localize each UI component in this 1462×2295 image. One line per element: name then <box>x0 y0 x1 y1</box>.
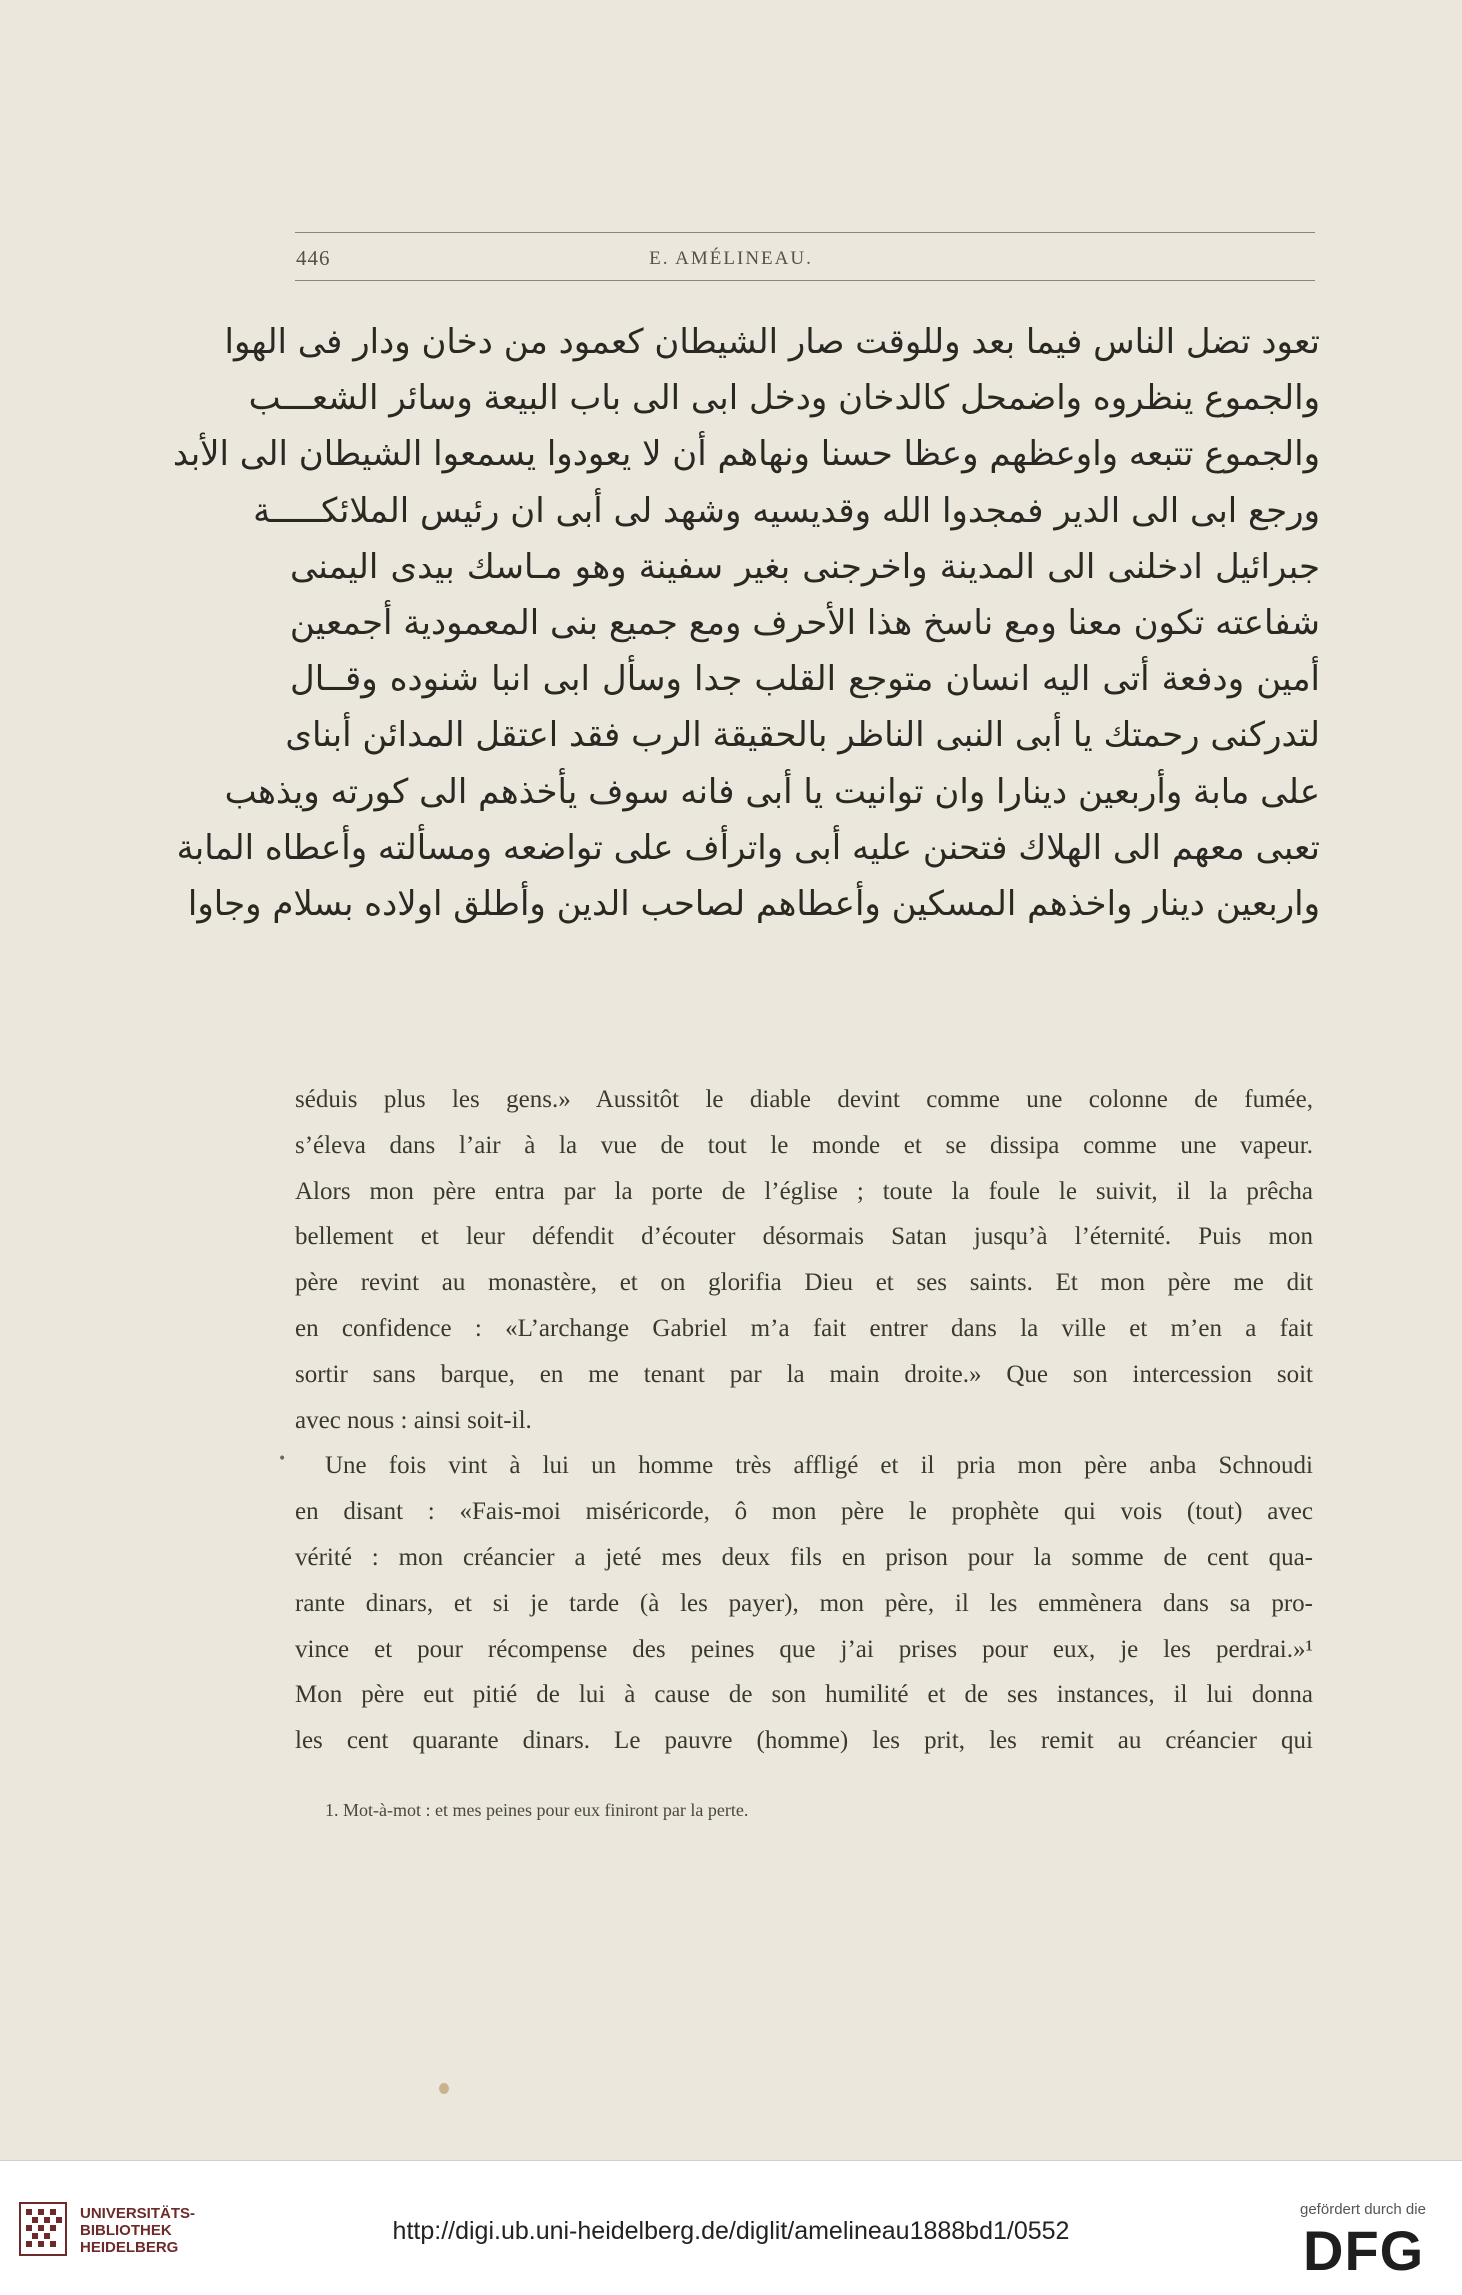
viewer-footer <box>0 2160 1462 2295</box>
library-name: UNIVERSITÄTS- BIBLIOTHEK HEIDELBERG <box>80 2205 196 2256</box>
french-line: séduis plus les gens.» Aussitôt le diable devint comme une colonne de fumée, <box>295 1086 1313 1113</box>
arabic-line: على مابة وأربعين دينارا وان توانيت يا أبى فانه سوف يأخذهم الى كورته ويذهب <box>224 771 1320 812</box>
french-line: rante dinars, et si je tarde (à les payer), mon père, il les emmènera dans sa pro- <box>295 1589 1313 1617</box>
header-rule <box>295 280 1315 281</box>
arabic-line: ورجع ابى الى الدير فمجدوا الله وقديسيه وشهد لى أبى ان رئيس الملائكـــــة <box>253 490 1320 531</box>
french-line: vérité : mon créancier a jeté mes deux fils en prison pour la somme de cent qua- <box>295 1543 1313 1571</box>
french-line: bellement et leur défendit d’écouter désormais Satan jusqu’à l’éternité. Puis mon <box>295 1223 1313 1251</box>
funding-label: gefördert durch die <box>1300 2201 1426 2218</box>
arabic-line: واربعين دينار واخذهم المسكين وأعطاهم لصاحب الدين وأطلق اولاده بسلام وجاوا <box>187 883 1320 924</box>
french-line: Une fois vint à lui un homme très affligé et il pria mon père anba Schnoudi <box>325 1452 1313 1480</box>
arabic-line: شفاعته تكون معنا ومع ناسخ هذا الأحرف ومع جميع بنى المعمودية أجمعين <box>289 602 1320 643</box>
french-line: avec nous : ainsi soit-il. <box>295 1406 532 1434</box>
french-line: Alors mon père entra par la porte de l’église ; toute la foule le suivit, il la prêcha <box>295 1177 1313 1205</box>
arabic-line: والجموع تتبعه واوعظهم وعظا حسنا ونهاهم أن لا يعودوا يسمعوا الشيطان الى الأبد <box>172 434 1320 475</box>
arabic-line: جبرائيل ادخلنى الى المدينة واخرجنى بغير سفينة وهو مـاسك بيدى اليمنى <box>290 546 1320 587</box>
arabic-line: أمين ودفعة أتى اليه انسان متوجع القلب جدا وسأل ابى انبا شنوده وقــال <box>290 659 1320 700</box>
arabic-text-block <box>172 314 1320 932</box>
margin-mark: • <box>278 1451 287 1467</box>
top-rule <box>295 232 1315 233</box>
paper-stain <box>439 2083 449 2094</box>
french-line: vince et pour récompense des peines que j’ai prises pour eux, je les perdrai.»¹ <box>295 1635 1313 1663</box>
french-line: en disant : «Fais-moi miséricorde, ô mon père le prophète qui vois (tout) avec <box>295 1498 1313 1526</box>
permalink-url[interactable]: http://digi.ub.uni-heidelberg.de/diglit/amelineau1888bd1/0552 <box>392 2217 1070 2245</box>
dfg-logo: DFG <box>1303 2219 1425 2282</box>
arabic-line: والجموع ينظروه واضمحل كالدخان ودخل ابى الى باب البيعة وسائر الشعـــب <box>248 378 1320 419</box>
french-line: les cent quarante dinars. Le pauvre (homme) les prit, les remit au créancier qui <box>295 1727 1313 1755</box>
french-line: s’éleva dans l’air à la vue de tout le monde et se dissipa comme une vapeur. <box>295 1131 1313 1159</box>
french-translation-block <box>295 1077 1313 1764</box>
arabic-line: تعبى معهم الى الهلاك فتحنن عليه أبى واترأف على تواضعه ومسألته وأعطاه المابة <box>176 827 1320 868</box>
arabic-line: لتدركنى رحمتك يا أبى النبى الناظر بالحقيقة الرب فقد اعتقل المدائن أبناى <box>285 715 1320 756</box>
french-line: en confidence : «L’archange Gabriel m’a fait entrer dans la ville et m’en a fait <box>295 1314 1313 1342</box>
footnote: 1. Mot-à-mot : et mes peines pour eux finiront par la perte. <box>325 1800 749 1820</box>
french-line: sortir sans barque, en me tenant par la main droite.» Que son intercession soit <box>295 1360 1313 1388</box>
running-head: E. AMÉLINEAU. <box>649 248 813 269</box>
page-number: 446 <box>296 246 331 270</box>
arabic-line: تعود تضل الناس فيما بعد وللوقت صار الشيطان كعمود من دخان ودار فى الهوا <box>224 322 1320 362</box>
french-line: père revint au monastère, et on glorifia Dieu et ses saints. Et mon père me dit <box>295 1269 1313 1297</box>
french-line: Mon père eut pitié de lui à cause de son humilité et de ses instances, il lui donna <box>295 1681 1313 1709</box>
